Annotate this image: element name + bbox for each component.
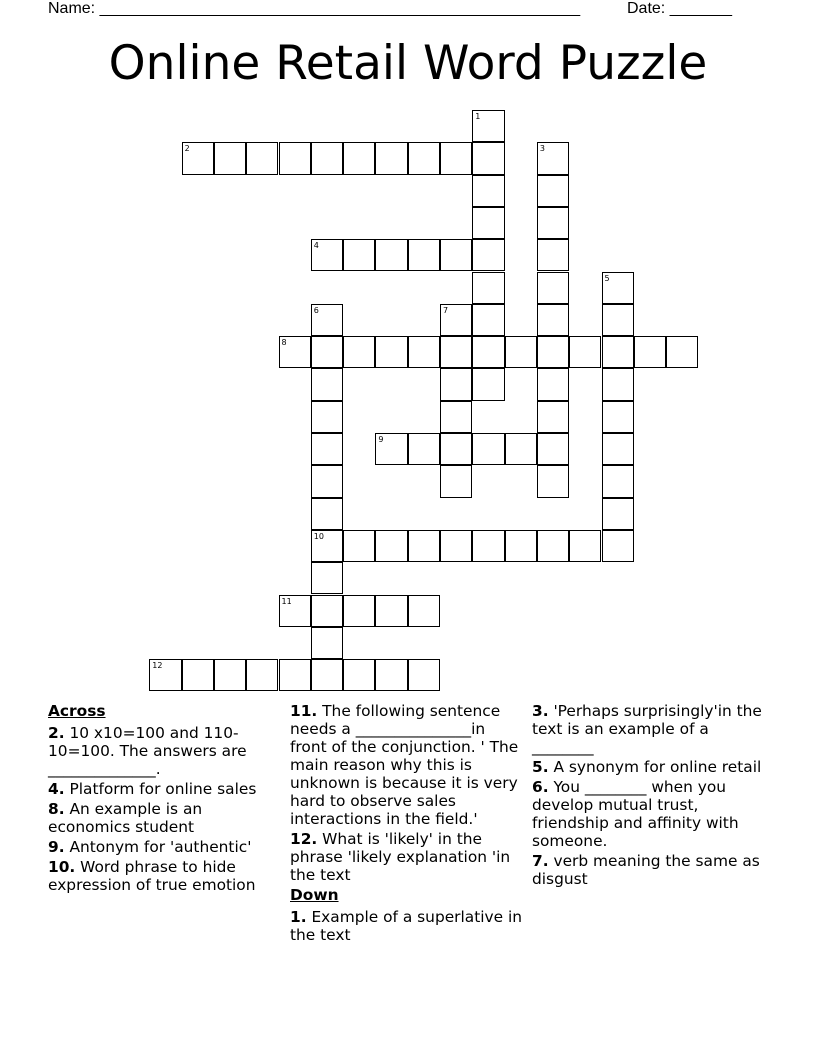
grid-cell[interactable] bbox=[246, 659, 278, 691]
clue-item-number: 11. bbox=[290, 702, 318, 720]
clue-number: 12 bbox=[152, 661, 163, 671]
grid-cell[interactable] bbox=[440, 336, 472, 368]
clue-item-text: 10 x10=100 and 110-10=100. The answers are ______________. bbox=[48, 724, 247, 778]
clue-item-text: Word phrase to hide expression of true emotion bbox=[48, 858, 256, 894]
grid-cell[interactable] bbox=[537, 207, 569, 239]
grid-cell[interactable] bbox=[472, 336, 504, 368]
clue-item-text: An example is an economics student bbox=[48, 800, 203, 836]
grid-cell[interactable] bbox=[246, 142, 278, 174]
grid-cell[interactable] bbox=[343, 336, 375, 368]
date-field[interactable]: Date: _______ bbox=[627, 0, 732, 17]
clue-item bbox=[290, 702, 526, 828]
grid-cell[interactable] bbox=[440, 530, 472, 562]
grid-cell[interactable] bbox=[311, 498, 343, 530]
clues-column-3 bbox=[532, 702, 768, 890]
clue-number: 3 bbox=[539, 144, 545, 154]
clue-number: 11 bbox=[281, 596, 292, 606]
grid-cell[interactable] bbox=[537, 530, 569, 562]
clue-item-text: You ________ when you develop mutual trust, friendship and affinity with someone. bbox=[532, 778, 739, 850]
grid-cell[interactable] bbox=[408, 530, 440, 562]
grid-cell[interactable] bbox=[602, 272, 634, 304]
grid-cell[interactable] bbox=[375, 142, 407, 174]
grid-cell[interactable] bbox=[149, 659, 181, 691]
grid-cell[interactable] bbox=[569, 336, 601, 368]
grid-cell[interactable] bbox=[343, 659, 375, 691]
grid-cell[interactable] bbox=[375, 336, 407, 368]
grid-cell[interactable] bbox=[602, 530, 634, 562]
clue-item-number: 3. bbox=[532, 702, 549, 720]
grid-cell[interactable] bbox=[472, 433, 504, 465]
grid-cell[interactable] bbox=[311, 368, 343, 400]
grid-cell[interactable] bbox=[214, 142, 246, 174]
across-heading: Across bbox=[48, 702, 106, 720]
clue-item-text: Example of a superlative in the text bbox=[290, 908, 523, 944]
grid-cell[interactable] bbox=[440, 465, 472, 497]
grid-cell[interactable] bbox=[182, 142, 214, 174]
clue-item-text: Platform for online sales bbox=[64, 780, 257, 798]
grid-cell[interactable] bbox=[537, 175, 569, 207]
clue-item bbox=[48, 800, 278, 836]
grid-cell[interactable] bbox=[440, 368, 472, 400]
grid-cell[interactable] bbox=[408, 433, 440, 465]
clue-item bbox=[532, 778, 768, 850]
grid-cell[interactable] bbox=[214, 659, 246, 691]
grid-cell[interactable] bbox=[602, 433, 634, 465]
clue-item-text: The following sentence needs a _______________in front of the conjunction. ' The main reason why this is unknown is because it is very hard to observe sales interactions in the field.' bbox=[290, 702, 519, 828]
grid-cell[interactable] bbox=[408, 336, 440, 368]
grid-cell[interactable] bbox=[602, 304, 634, 336]
grid-cell[interactable] bbox=[472, 368, 504, 400]
grid-cell[interactable] bbox=[440, 239, 472, 271]
clue-item-number: 8. bbox=[48, 800, 65, 818]
grid-cell[interactable] bbox=[472, 142, 504, 174]
clue-number: 4 bbox=[313, 241, 319, 251]
grid-cell[interactable] bbox=[537, 239, 569, 271]
grid-cell[interactable] bbox=[440, 433, 472, 465]
grid-cell[interactable] bbox=[440, 142, 472, 174]
clue-item bbox=[48, 858, 278, 894]
grid-cell[interactable] bbox=[279, 659, 311, 691]
clue-item-text: Antonym for 'authentic' bbox=[64, 838, 252, 856]
grid-cell[interactable] bbox=[602, 465, 634, 497]
clue-number: 7 bbox=[443, 305, 449, 315]
clue-item bbox=[290, 908, 526, 944]
clue-item bbox=[290, 830, 526, 884]
grid-cell[interactable] bbox=[279, 336, 311, 368]
grid-cell[interactable] bbox=[311, 627, 343, 659]
clue-item-text: What is 'likely' in the phrase 'likely explanation 'in the text bbox=[290, 830, 511, 884]
grid-cell[interactable] bbox=[537, 401, 569, 433]
clue-item-number: 6. bbox=[532, 778, 549, 796]
clue-item bbox=[48, 724, 278, 778]
clue-item-text: verb meaning the same as disgust bbox=[532, 852, 760, 888]
grid-cell[interactable] bbox=[537, 368, 569, 400]
grid-cell[interactable] bbox=[569, 530, 601, 562]
down-heading: Down bbox=[290, 886, 339, 904]
grid-cell[interactable] bbox=[311, 530, 343, 562]
grid-cell[interactable] bbox=[375, 595, 407, 627]
clue-number: 5 bbox=[604, 273, 610, 283]
grid-cell[interactable] bbox=[343, 239, 375, 271]
clue-item-number: 4. bbox=[48, 780, 65, 798]
grid-cell[interactable] bbox=[440, 304, 472, 336]
grid-cell[interactable] bbox=[472, 110, 504, 142]
grid-cell[interactable] bbox=[602, 368, 634, 400]
grid-cell[interactable] bbox=[537, 272, 569, 304]
grid-cell[interactable] bbox=[311, 595, 343, 627]
clue-item-number: 1. bbox=[290, 908, 307, 926]
clue-item-number: 9. bbox=[48, 838, 65, 856]
grid-cell[interactable] bbox=[537, 433, 569, 465]
header-row bbox=[48, 0, 768, 20]
grid-cell[interactable] bbox=[505, 530, 537, 562]
grid-cell[interactable] bbox=[375, 239, 407, 271]
grid-cell[interactable] bbox=[472, 239, 504, 271]
grid-cell[interactable] bbox=[408, 239, 440, 271]
clue-item bbox=[532, 758, 768, 776]
clue-item bbox=[532, 852, 768, 888]
grid-cell[interactable] bbox=[472, 175, 504, 207]
clue-number: 8 bbox=[281, 338, 287, 348]
grid-cell[interactable] bbox=[602, 498, 634, 530]
grid-cell[interactable] bbox=[537, 142, 569, 174]
clues-column-2 bbox=[290, 702, 526, 946]
grid-cell[interactable] bbox=[311, 304, 343, 336]
grid-cell[interactable] bbox=[537, 304, 569, 336]
clue-item-number: 7. bbox=[532, 852, 549, 870]
grid-cell[interactable] bbox=[472, 207, 504, 239]
clue-item bbox=[532, 702, 768, 756]
grid-cell[interactable] bbox=[472, 530, 504, 562]
grid-cell[interactable] bbox=[666, 336, 698, 368]
clue-item-text: A synonym for online retail bbox=[548, 758, 762, 776]
grid-cell[interactable] bbox=[343, 595, 375, 627]
grid-cell[interactable] bbox=[279, 595, 311, 627]
grid-cell[interactable] bbox=[440, 401, 472, 433]
grid-cell[interactable] bbox=[279, 142, 311, 174]
clue-number: 6 bbox=[313, 305, 319, 315]
grid-cell[interactable] bbox=[408, 595, 440, 627]
name-field[interactable]: Name: ______________________________________________________ bbox=[48, 0, 581, 17]
grid-cell[interactable] bbox=[505, 433, 537, 465]
clues-column-1 bbox=[48, 702, 278, 896]
clue-number: 2 bbox=[184, 144, 190, 154]
grid-cell[interactable] bbox=[311, 239, 343, 271]
grid-cell[interactable] bbox=[634, 336, 666, 368]
clue-item-number: 2. bbox=[48, 724, 65, 742]
clue-item-number: 5. bbox=[532, 758, 549, 776]
grid-cell[interactable] bbox=[375, 659, 407, 691]
clue-item-number: 10. bbox=[48, 858, 76, 876]
grid-cell[interactable] bbox=[505, 336, 537, 368]
grid-cell[interactable] bbox=[311, 401, 343, 433]
grid-cell[interactable] bbox=[311, 659, 343, 691]
grid-cell[interactable] bbox=[472, 304, 504, 336]
clue-item-text: 'Perhaps surprisingly'in the text is an example of a ________ bbox=[532, 702, 762, 756]
grid-cell[interactable] bbox=[311, 465, 343, 497]
grid-cell[interactable] bbox=[343, 142, 375, 174]
grid-cell[interactable] bbox=[311, 562, 343, 594]
grid-cell[interactable] bbox=[602, 336, 634, 368]
grid-cell[interactable] bbox=[375, 433, 407, 465]
clue-number: 9 bbox=[378, 435, 384, 444]
grid-cell[interactable] bbox=[472, 272, 504, 304]
grid-cell[interactable] bbox=[343, 530, 375, 562]
grid-cell[interactable] bbox=[311, 142, 343, 174]
grid-cell[interactable] bbox=[311, 433, 343, 465]
grid-cell[interactable] bbox=[311, 336, 343, 368]
clue-number: 10 bbox=[313, 531, 324, 541]
page-title: Online Retail Word Puzzle bbox=[108, 36, 708, 91]
grid-cell[interactable] bbox=[182, 659, 214, 691]
clue-item bbox=[48, 780, 278, 798]
grid-cell[interactable] bbox=[537, 336, 569, 368]
clue-item-number: 12. bbox=[290, 830, 318, 848]
grid-cell[interactable] bbox=[602, 401, 634, 433]
grid-cell[interactable] bbox=[408, 659, 440, 691]
grid-cell[interactable] bbox=[537, 465, 569, 497]
grid-cell[interactable] bbox=[375, 530, 407, 562]
clue-item bbox=[48, 838, 278, 856]
clue-number: 1 bbox=[475, 112, 481, 121]
grid-cell[interactable] bbox=[408, 142, 440, 174]
